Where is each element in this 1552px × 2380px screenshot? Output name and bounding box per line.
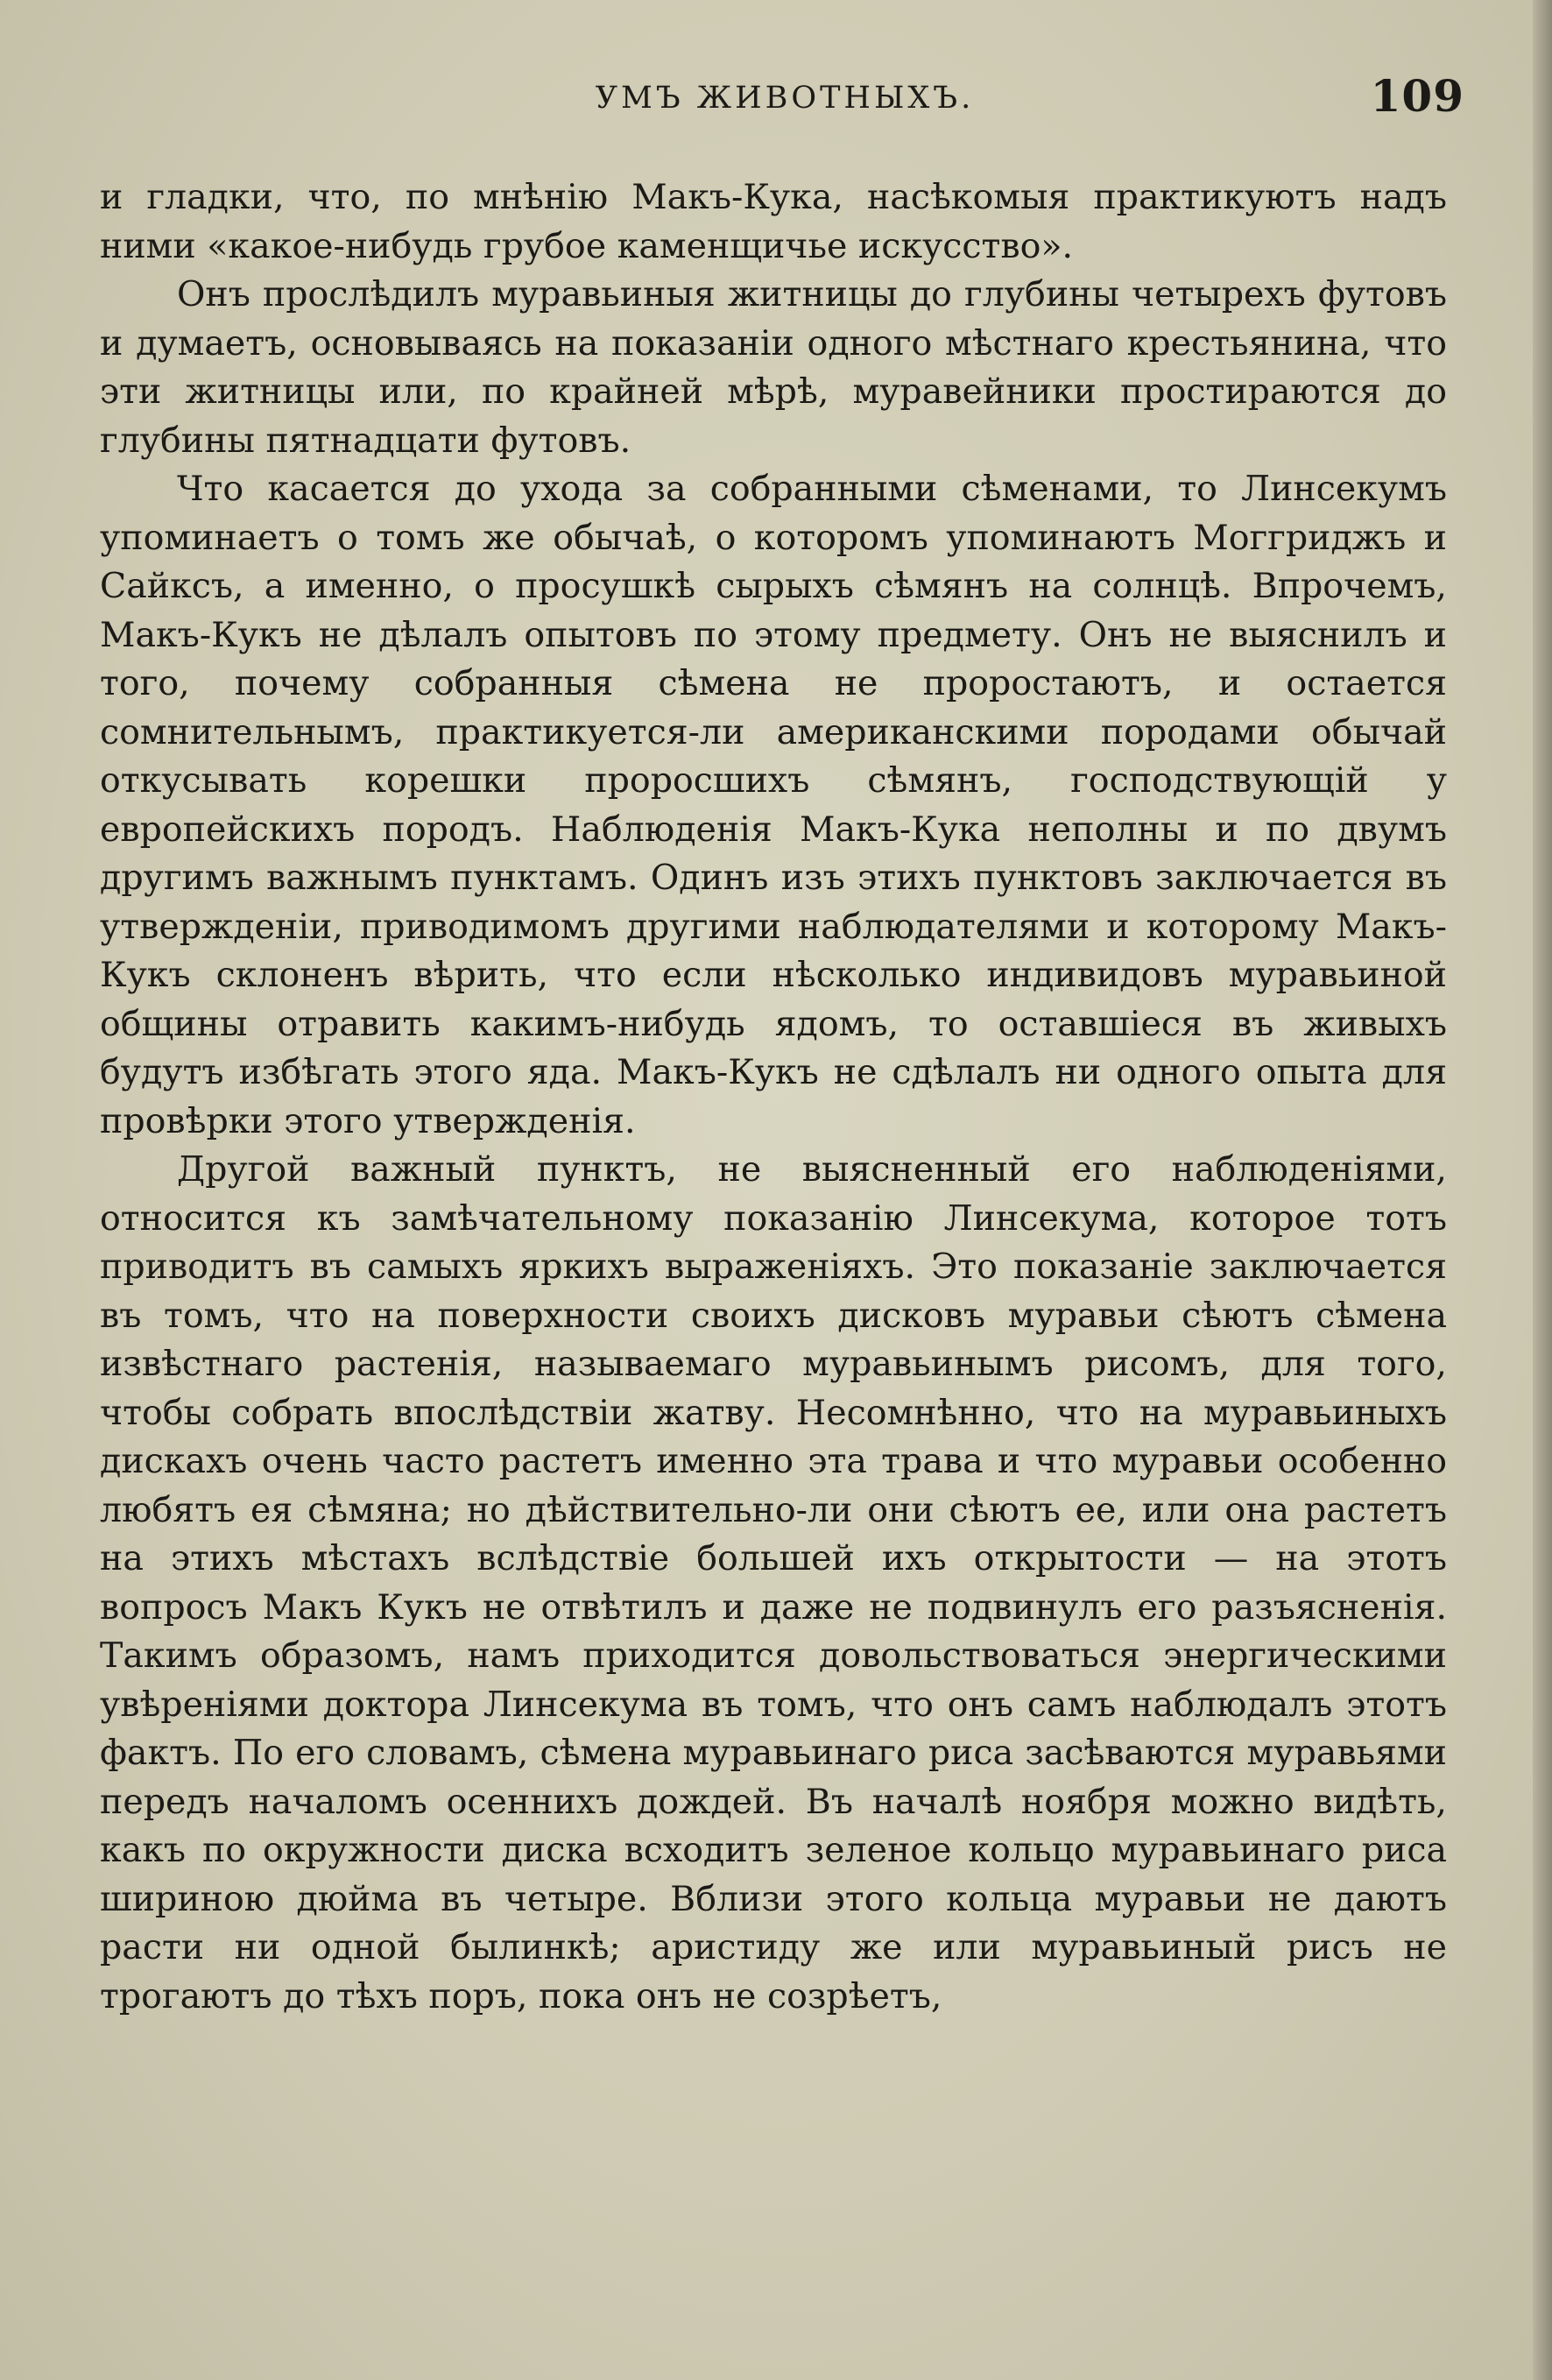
page-gutter-shadow (1533, 0, 1552, 2380)
page-header (105, 72, 1464, 133)
paragraph-ant-granaries: Онъ прослѣдилъ муравьиныя житницы до глубины четырехъ футовъ и думаетъ, основываясь на показаніи одного мѣстнаго крестьянина, что эти житницы или, по крайней мѣрѣ, муравейники простираются до глубины пятнадцати футовъ. (100, 274, 1447, 461)
paragraph-seed-care: Что касается до ухода за собранными сѣменами, то Линсекумъ упоминаетъ о томъ же обычаѣ, о которомъ упоминаютъ Моггриджъ и Сайксъ, а именно, о просушкѣ сырыхъ сѣмянъ на солнцѣ. Впрочемъ, Макъ-Кукъ не дѣлалъ опытовъ по этому предмету. Онъ не выяснилъ и того, почему собранныя сѣмена не проростаютъ, и остается сомнительнымъ, практикуется-ли американскими породами обычай откусывать корешки проросшихъ сѣмянъ, господствующій у европейскихъ породъ. Наблюденія Макъ-Кука неполны и по двумъ другимъ важнымъ пунктамъ. Одинъ изъ этихъ пунктовъ заключается въ утвержденіи, приводимомъ другими наблюдателями и которому Макъ-Кукъ склоненъ вѣрить, что если нѣсколько индивидовъ муравьиной общины отравить какимъ-нибудь ядомъ, то оставшіеся въ живыхъ будутъ избѣгать этого яда. Макъ-Кукъ не сдѣлалъ ни одного опыта для провѣрки этого утвержденія. (100, 469, 1447, 1141)
paragraph-ant-rice: Другой важный пунктъ, не выясненный его наблюденіями, относится къ замѣчательному показанію Линсекума, которое тотъ приводитъ въ самыхъ яркихъ выраженіяхъ. Это показаніе заключается въ томъ, что на поверхности своихъ дисковъ муравьи сѣютъ сѣмена извѣстнаго растенія, называемаго муравьинымъ рисомъ, для того, чтобы собрать впослѣдствіи жатву. Несомнѣнно, что на муравьиныхъ дискахъ очень часто растетъ именно эта трава и что муравьи особенно любятъ ея сѣмяна; но дѣйствительно-ли они сѣютъ ее, или она растетъ на этихъ мѣстахъ вслѣдствіе большей ихъ открытости — на этотъ вопросъ Макъ Кукъ не отвѣтилъ и даже не подвинулъ его разъясненія. Такимъ образомъ, намъ приходится довольствоваться энергическими увѣреніями доктора Линсекума въ томъ, что онъ самъ наблюдалъ этотъ фактъ. По его словамъ, сѣмена муравьинаго риса засѣваются муравьями передъ началомъ осеннихъ дождей. Въ началѣ ноября можно видѣть, какъ по окружности диска всходитъ зеленое кольцо муравьинаго риса шириною дюйма въ четыре. Вблизи этого кольца муравьи не даютъ расти ни одной былинкѣ; аристиду же или муравьиный рисъ не трогаютъ до тѣхъ поръ, пока онъ не созрѣетъ, (100, 1149, 1447, 2016)
paragraph-continuation: и гладки, что, по мнѣнію Макъ-Кука, насѣкомыя практикуютъ надъ ними «какое-нибудь грубое каменщичье искусство». (100, 177, 1447, 266)
page-number: 109 (1370, 70, 1464, 122)
body-text (100, 173, 1447, 2021)
running-title: УМЪ ЖИВОТНЫХЪ. (595, 81, 975, 116)
